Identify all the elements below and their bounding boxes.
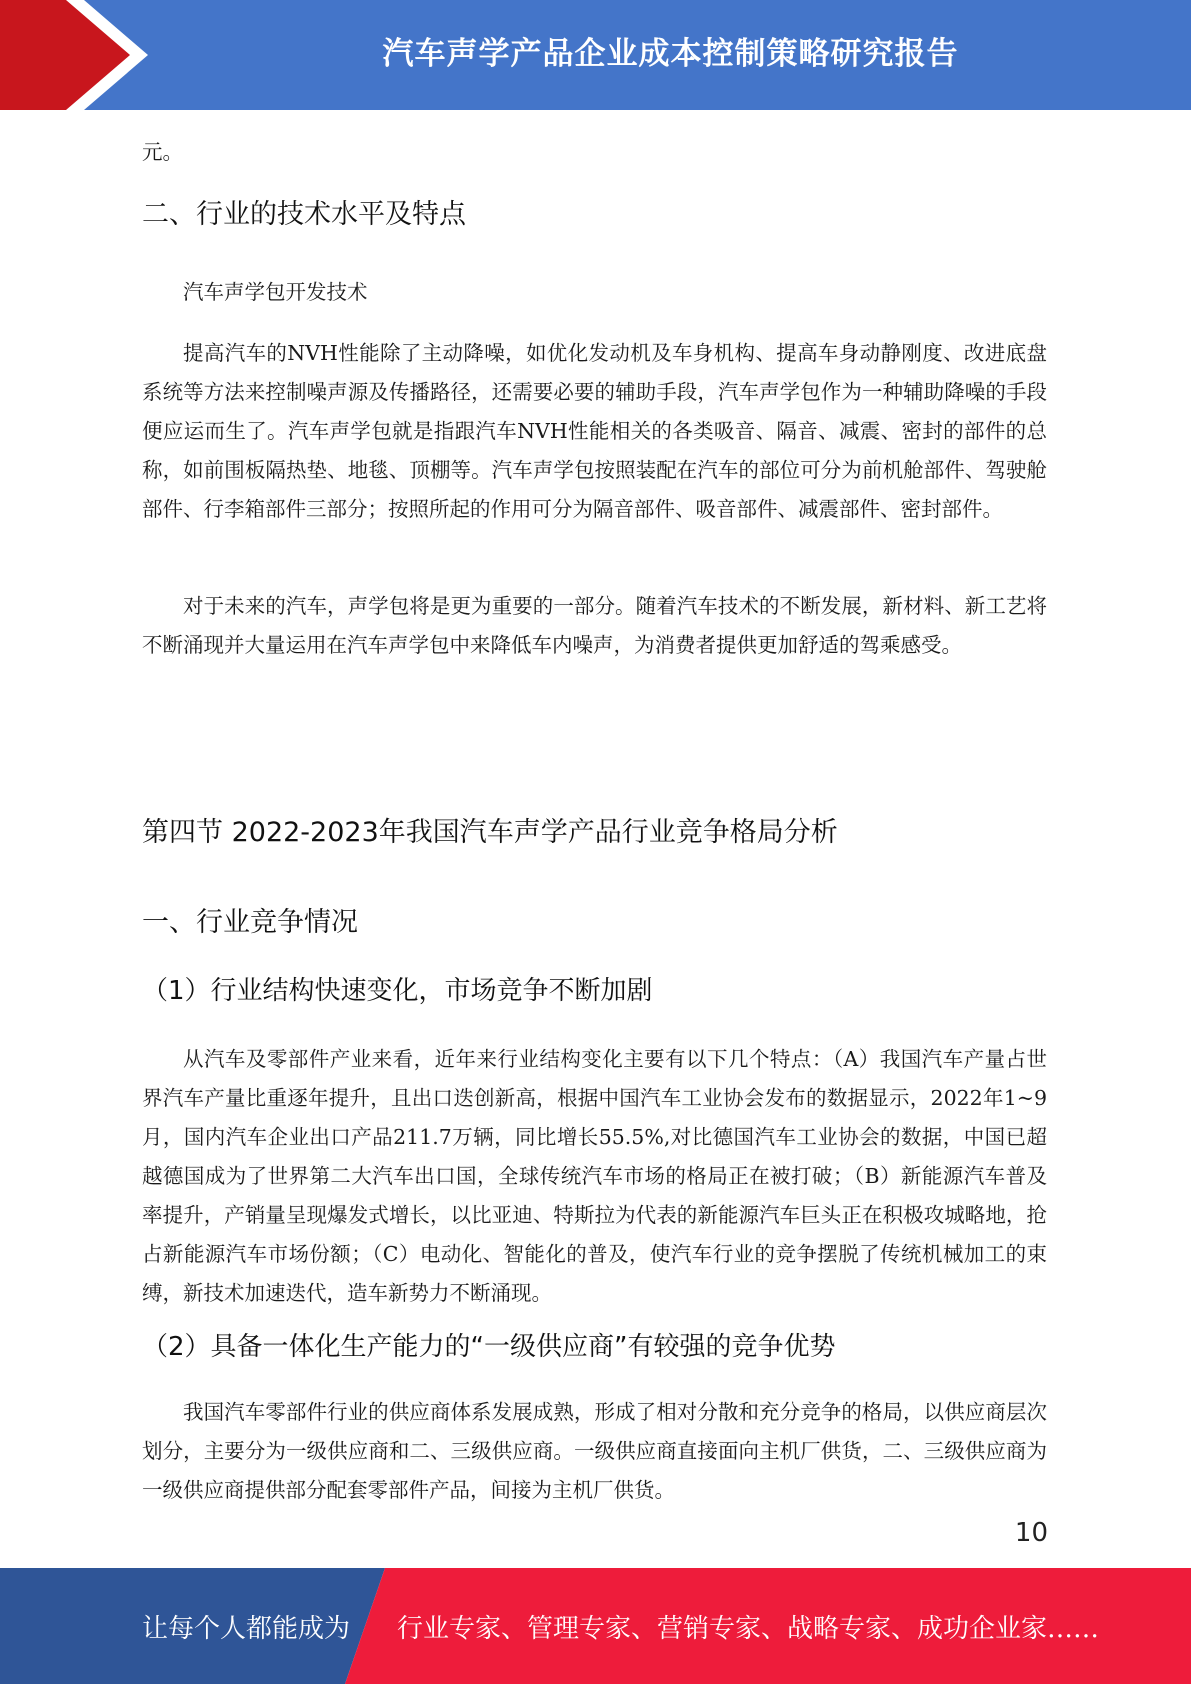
heading-competition: 一、行业竞争情况 xyxy=(142,907,358,938)
subheading-structure: （1）行业结构快速变化，市场竞争不断加剧 xyxy=(142,976,653,1006)
paragraph-nvh: 提高汽车的NVH性能除了主动降噪，如优化发动机及车身机构、提高车身动静刚度、改进底盘系统等方法来控制噪声源及传播路径，还需要必要的辅助手段，汽车声学包作为一种辅助降噪的手段便应运而生了。汽车声学包就是指跟汽车NVH性能相关的各类吸音、隔音、减震、密封的部件的总称，如前围板隔热垫、地毯、顶棚等。汽车声学包按照装配在汽车的部位可分为前机舱部件、驾驶舱部件、行李箱部件三部分；按照所起的作用可分为隔音部件、吸音部件、减震部件、密封部件。 xyxy=(142,341,1047,521)
paragraph-continuation: 元。 xyxy=(142,140,183,164)
footer-slogan-right: 行业专家、管理专家、营销专家、战略专家、成功企业家…… xyxy=(397,1613,1100,1644)
subheading-supplier: （2）具备一体化生产能力的“一级供应商”有较强的竞争优势 xyxy=(142,1332,836,1362)
footer-slogan-left: 让每个人都能成为 xyxy=(142,1613,351,1644)
header-chevron-decoration xyxy=(0,0,160,110)
footer-banner xyxy=(0,1568,1191,1684)
heading-tech-level: 二、行业的技术水平及特点 xyxy=(142,199,466,230)
paragraph-supplier: 我国汽车零部件行业的供应商体系发展成熟，形成了相对分散和充分竞争的格局，以供应商层次划分，主要分为一级供应商和二、三级供应商。一级供应商直接面向主机厂供货，二、三级供应商为一级供应商提供部分配套零部件产品，间接为主机厂供货。 xyxy=(142,1400,1047,1502)
paragraph-subheading: 汽车声学包开发技术 xyxy=(183,280,368,304)
paragraph-future: 对于未来的汽车，声学包将是更为重要的一部分。随着汽车技术的不断发展，新材料、新工艺将不断涌现并大量运用在汽车声学包中来降低车内噪声，为消费者提供更加舒适的驾乘感受。 xyxy=(142,594,1047,657)
header-bar xyxy=(0,0,1191,110)
section-heading: 第四节 2022-2023年我国汽车声学产品行业竞争格局分析 xyxy=(142,817,838,848)
header-title: 汽车声学产品企业成本控制策略研究报告 xyxy=(382,35,959,72)
paragraph-structure: 从汽车及零部件产业来看，近年来行业结构变化主要有以下几个特点：（A）我国汽车产量占世界汽车产量比重逐年提升，且出口迭创新高，根据中国汽车工业协会发布的数据显示，2022年1~9月，国内汽车企业出口产品211.7万辆，同比增长55.5%,对比德国汽车工业协会的数据，中国已超越德国成为了世界第二大汽车出口国，全球传统汽车市场的格局正在被打破；（B）新能源汽车普及率提升，产销量呈现爆发式增长，以比亚迪、特斯拉为代表的新能源汽车巨头正在积极攻城略地，抢占新能源汽车市场份额；（C）电动化、智能化的普及，使汽车行业的竞争摆脱了传统机械加工的束缚，新技术加速迭代，造车新势力不断涌现。 xyxy=(142,1047,1047,1305)
page-number: 10 xyxy=(1014,1518,1048,1548)
